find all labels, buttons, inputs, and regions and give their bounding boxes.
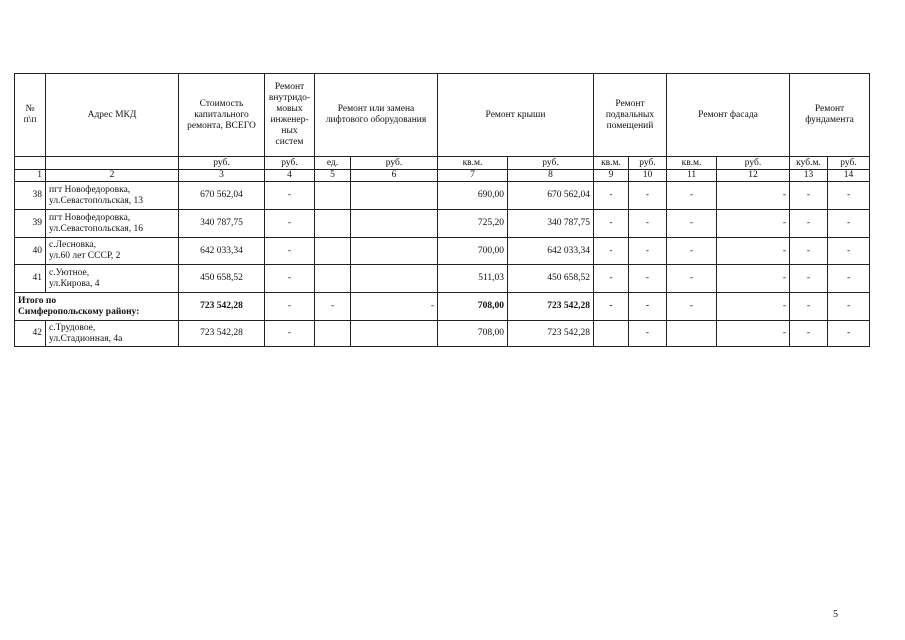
cell: 642 033,34 xyxy=(508,238,594,265)
cell: - xyxy=(828,293,870,321)
cell: - xyxy=(629,238,667,265)
col-number-row xyxy=(15,170,870,182)
cell: 708,00 xyxy=(438,321,508,347)
unit-cell: руб. xyxy=(828,157,870,170)
cell: - xyxy=(594,293,629,321)
col-number: 3 xyxy=(179,170,265,182)
row-number: 42 xyxy=(15,321,46,347)
cell: - xyxy=(594,265,629,293)
header-total: Стоимость капитального ремонта, ВСЕГО xyxy=(179,74,265,157)
unit-cell: руб. xyxy=(629,157,667,170)
row-number: 41 xyxy=(15,265,46,293)
cell: 700,00 xyxy=(438,238,508,265)
unit-cell: кв.м. xyxy=(438,157,508,170)
cell: - xyxy=(629,210,667,238)
unit-cell: кв.м. xyxy=(667,157,717,170)
cell xyxy=(315,210,351,238)
cell: - xyxy=(265,210,315,238)
cell-total: 642 033,34 xyxy=(179,238,265,265)
col-number: 2 xyxy=(46,170,179,182)
cell xyxy=(594,321,629,347)
col-number: 7 xyxy=(438,170,508,182)
cell: - xyxy=(790,293,828,321)
header-foundation: Ремонт фундамента xyxy=(790,74,870,157)
cell: - xyxy=(667,238,717,265)
cell: - xyxy=(265,182,315,210)
col-number: 10 xyxy=(629,170,667,182)
header-elevator: Ремонт или замена лифтового оборудования xyxy=(315,74,438,157)
header-row xyxy=(15,74,870,157)
cell: 670 562,04 xyxy=(508,182,594,210)
page-number: 5 xyxy=(833,609,838,620)
cell: - xyxy=(790,210,828,238)
header-facade: Ремонт фасада xyxy=(667,74,790,157)
row-address: пгт Новофедоровка, ул.Севастопольская, 13 xyxy=(46,182,179,210)
cell: 723 542,28 xyxy=(508,321,594,347)
unit-cell: кв.м. xyxy=(594,157,629,170)
repair-cost-table xyxy=(14,73,870,347)
cell: - xyxy=(790,265,828,293)
cell: 725,20 xyxy=(438,210,508,238)
cell: - xyxy=(790,238,828,265)
cell: 708,00 xyxy=(438,293,508,321)
col-number: 1 xyxy=(15,170,46,182)
subtotal-total: 723 542,28 xyxy=(179,293,265,321)
cell xyxy=(351,210,438,238)
col-number: 9 xyxy=(594,170,629,182)
header-engineering: Ремонт внутридо-мовых инженер-ных систем xyxy=(265,74,315,157)
cell: - xyxy=(828,210,870,238)
col-number: 14 xyxy=(828,170,870,182)
cell: - xyxy=(828,321,870,347)
col-number: 11 xyxy=(667,170,717,182)
cell xyxy=(315,265,351,293)
col-number: 12 xyxy=(717,170,790,182)
cell: - xyxy=(315,293,351,321)
cell: - xyxy=(790,182,828,210)
units-empty xyxy=(15,157,46,170)
cell xyxy=(351,182,438,210)
col-number: 8 xyxy=(508,170,594,182)
cell: - xyxy=(717,182,790,210)
cell: 511,03 xyxy=(438,265,508,293)
units-empty xyxy=(46,157,179,170)
unit-cell: руб. xyxy=(508,157,594,170)
cell: - xyxy=(265,321,315,347)
cell: - xyxy=(594,182,629,210)
cell: - xyxy=(629,265,667,293)
cell: - xyxy=(667,293,717,321)
row-number: 38 xyxy=(15,182,46,210)
cell-total: 450 658,52 xyxy=(179,265,265,293)
table-row xyxy=(15,265,870,293)
cell: - xyxy=(667,210,717,238)
cell xyxy=(315,182,351,210)
cell: - xyxy=(629,182,667,210)
cell: - xyxy=(594,238,629,265)
cell: - xyxy=(717,210,790,238)
cell: - xyxy=(351,293,438,321)
cell xyxy=(667,321,717,347)
cell: - xyxy=(667,182,717,210)
cell xyxy=(351,321,438,347)
unit-cell: руб. xyxy=(351,157,438,170)
units-row xyxy=(15,157,870,170)
cell: 723 542,28 xyxy=(508,293,594,321)
header-num: № п\п xyxy=(15,74,46,157)
cell xyxy=(315,238,351,265)
row-address: с.Лесновка, ул.60 лет СССР, 2 xyxy=(46,238,179,265)
header-roof: Ремонт крыши xyxy=(438,74,594,157)
cell: 690,00 xyxy=(438,182,508,210)
cell: - xyxy=(265,238,315,265)
cell: - xyxy=(594,210,629,238)
unit-cell: куб.м. xyxy=(790,157,828,170)
cell: - xyxy=(828,265,870,293)
cell-total: 670 562,04 xyxy=(179,182,265,210)
col-number: 13 xyxy=(790,170,828,182)
cell: - xyxy=(265,293,315,321)
unit-cell: руб. xyxy=(717,157,790,170)
cell: 450 658,52 xyxy=(508,265,594,293)
header-basement: Ремонт подвальных помещений xyxy=(594,74,667,157)
cell xyxy=(351,265,438,293)
cell: - xyxy=(265,265,315,293)
subtotal-row xyxy=(15,293,870,321)
table-row xyxy=(15,182,870,210)
cell xyxy=(315,321,351,347)
cell: 340 787,75 xyxy=(508,210,594,238)
col-number: 6 xyxy=(351,170,438,182)
cell: - xyxy=(629,321,667,347)
cell: - xyxy=(717,321,790,347)
cell: - xyxy=(717,293,790,321)
table-row xyxy=(15,321,870,347)
row-address: с.Уютное, ул.Кирова, 4 xyxy=(46,265,179,293)
header-address: Адрес МКД xyxy=(46,74,179,157)
row-number: 39 xyxy=(15,210,46,238)
cell: - xyxy=(828,182,870,210)
unit-cell: руб. xyxy=(179,157,265,170)
cell: - xyxy=(790,321,828,347)
cell: - xyxy=(717,238,790,265)
unit-cell: ед. xyxy=(315,157,351,170)
cell-total: 340 787,75 xyxy=(179,210,265,238)
subtotal-label: Итого по Симферопольскому району: xyxy=(15,293,179,321)
unit-cell: руб. xyxy=(265,157,315,170)
cell xyxy=(351,238,438,265)
cell: - xyxy=(667,265,717,293)
cell-total: 723 542,28 xyxy=(179,321,265,347)
cell: - xyxy=(828,238,870,265)
cell: - xyxy=(717,265,790,293)
row-address: пгт Новофедоровка, ул.Севастопольская, 16 xyxy=(46,210,179,238)
row-number: 40 xyxy=(15,238,46,265)
col-number: 4 xyxy=(265,170,315,182)
row-address: с.Трудовое, ул.Стадионная, 4а xyxy=(46,321,179,347)
col-number: 5 xyxy=(315,170,351,182)
cell: - xyxy=(629,293,667,321)
table-row xyxy=(15,210,870,238)
table-row xyxy=(15,238,870,265)
